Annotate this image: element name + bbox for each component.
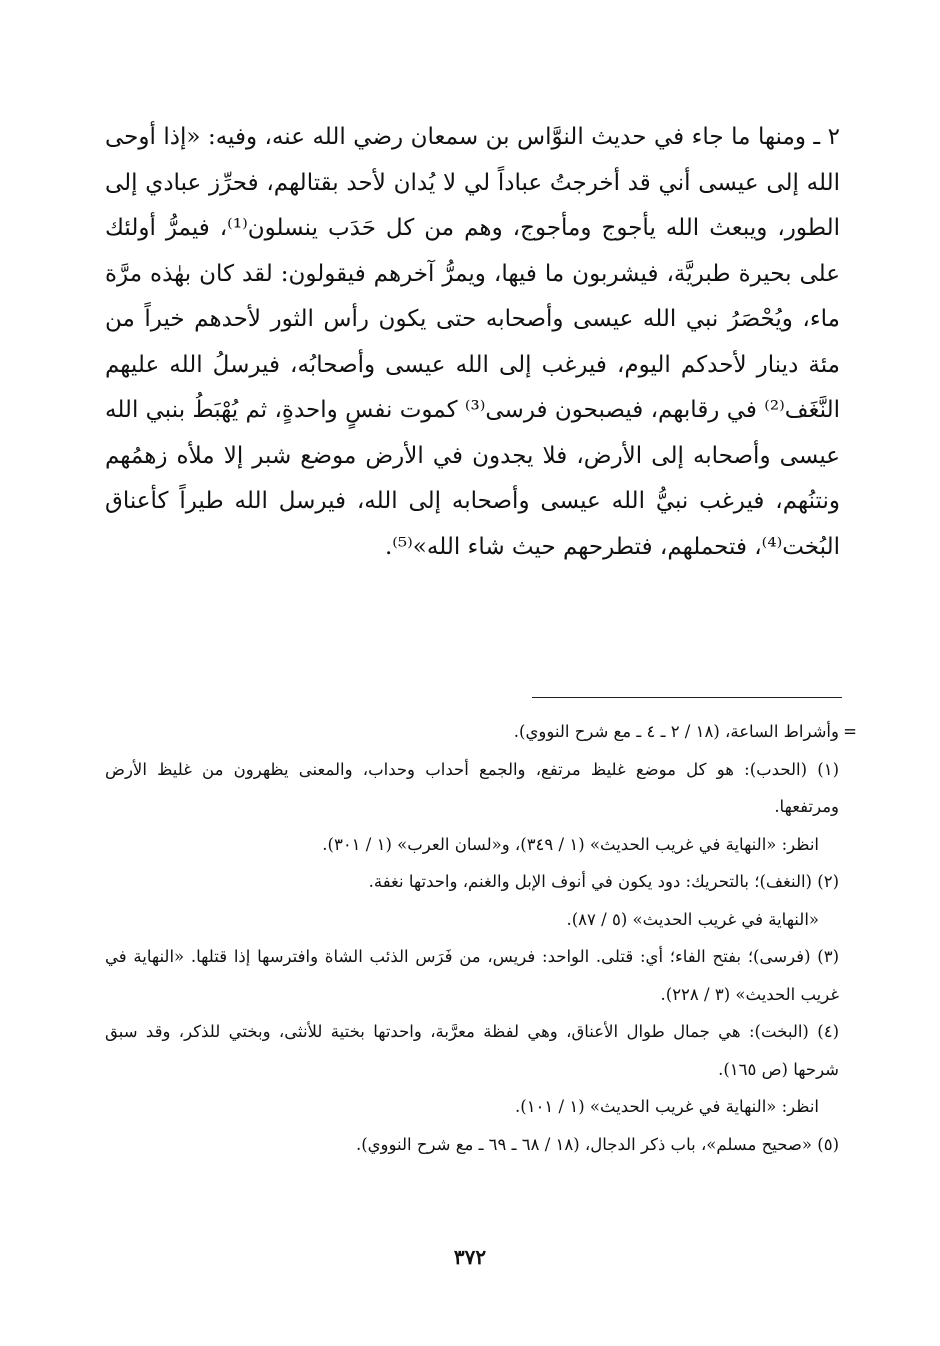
footnote-4: (٤) (البخت): هي جمال طوال الأعناق، وهي لفظة معرَّبة، واحدتها بختية للأنثى، وبختي للذكر، وقد سبق شرحها (ص ١٦٥). — [105, 1022, 839, 1079]
hadith-paragraph: ٢ ـ ومنها ما جاء في حديث النوَّاس بن سمعان رضي الله عنه، وفيه: «إذا أوحى الله إلى عيسى أني قد أخرجتُ عباداً لي لا يُدان لأحد بقتالهم، فحرِّز عبادي إلى الطور، ويبعث الله يأجوج ومأجوج، وهم من كل حَدَب ينسلون⁽¹⁾، فيمرُّ أولئك على بحيرة طبريَّة، فيشربون ما فيها، ويمرُّ آخرهم فيقولون: لقد كان بهٰذه مرَّة ماء، ويُحْصَرُ نبي الله عيسى وأصحابه حتى يكون رأس الثور لأحدهم خيراً من مئة دينار لأحدكم اليوم، فيرغب إلى الله عيسى وأصحابُه، فيرسلُ الله عليهم النَّغَف⁽²⁾ في رقابهم، فيصبحون فرسى⁽³⁾ كموت نفسٍ واحدةٍ، ثم يُهْبَطُ بنبي الله عيسى وأصحابه إلى الأرض، فلا يجدون في الأرض موضع شبر إلا ملأه زهمُهم ونتنُهم، فيرغب نبيُّ الله عيسى وأصحابه إلى الله، فيرسل الله طيراً كأعناق البُخت⁽⁴⁾، فتحملهم، فتطرحهم حيث شاء الله»⁽⁵⁾. — [104, 124, 841, 560]
footnote-4-source: انظر: «النهاية في غريب الحديث» (١ / ١٠١). — [515, 1097, 819, 1116]
footnote-1: (١) (الحدب): هو كل موضع غليظ مرتفع، والجمع أحداب وحداب، والمعنى يظهرون من غليظ الأرض ومرتفعها. — [105, 759, 839, 816]
footnotes-section — [105, 713, 857, 1163]
main-text-block — [105, 115, 840, 570]
footnote-continuation — [105, 713, 857, 751]
footnote-continuation-text: وأشراط الساعة، (١٨ / ٢ ـ ٤ ـ مع شرح النووي). — [513, 722, 839, 741]
page-number: ٣٧٢ — [453, 1245, 487, 1269]
continuation-mark: = — [843, 722, 857, 741]
footnote-1-source: انظر: «النهاية في غريب الحديث» (١ / ٣٤٩)، و«لسان العرب» (١ / ٣٠١). — [322, 834, 819, 854]
footnote-3: (٣) (فرسى)؛ بفتح الفاء؛ أي: قتلى. الواحد: فريس، من فَرَس الذئب الشاة وافترسها إذا قتلها. «النهاية في غريب الحديث» (٣ / ٢٢٨). — [105, 947, 839, 1004]
footnote-2-source: «النهاية في غريب الحديث» (٥ / ٨٧). — [566, 909, 819, 929]
footnote-5: (٥) «صحيح مسلم»، باب ذكر الدجال، (١٨ / ٦٨ ـ ٦٩ ـ مع شرح النووي). — [355, 1134, 839, 1154]
footnote-2: (٢) (النغف)؛ بالتحريك: دود يكون في أنوف الإبل والغنم، واحدتها نغفة. — [368, 872, 839, 891]
footnote-divider — [532, 697, 842, 698]
